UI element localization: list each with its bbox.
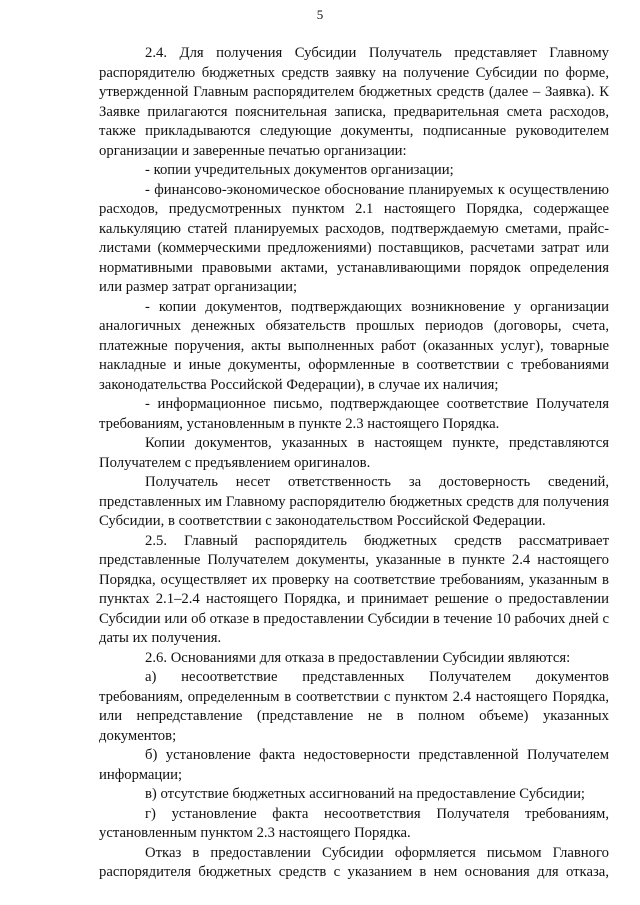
list-item-financial-justification: - финансово-экономическое обоснование планируемых к осуществлению расходов, предусмотренных пунктом 2.1 настоящего Порядка, содержащее калькуляцию статей планируемых расходов, подтверждаемую сметами, прайс-листами (коммерческими предложениями) поставщиков, расчетами затрат или нормативными правовыми актами, устанавливающими порядок определения или размер затрат организации; bbox=[99, 181, 609, 295]
refusal-reason-b: б) установление факта недостоверности представленной Получателем информации; bbox=[99, 747, 609, 783]
paragraph-2-4: 2.4. Для получения Субсидии Получатель представляет Главному распорядителю бюджетных средств заявку на получение Субсидии по форме, утвержденной Главным распорядителем бюджетных средств (далее – Заявка). К Заявке прилагаются пояснительная записка, предварительная смета расходов, также прикладываются следующие документы, подписанные руководителем организации и заверенные печатью организации: bbox=[99, 45, 609, 159]
list-item-prior-obligations: - копии документов, подтверждающих возникновение у организации аналогичных денежных обязательств прошлых периодов (договоры, счета, платежные поручения, акты выполненных работ (оказанных услуг), товарные накладные и иные документы, оформленные в соответствии с требованиями законодательства Российской Федерации), в случае их наличия; bbox=[99, 298, 609, 393]
paragraph-refusal-letter: Отказ в предоставлении Субсидии оформляется письмом Главного распорядителя бюджетных средств с указанием в нем основания для отказа, bbox=[99, 844, 609, 880]
paragraph-2-6: 2.6. Основаниями для отказа в предоставлении Субсидии являются: bbox=[145, 649, 571, 666]
page-number: 5 bbox=[316, 7, 324, 22]
document-body bbox=[99, 44, 609, 883]
paragraph-recipient-responsibility: Получатель несет ответственность за достоверность сведений, представленных им Главному распорядителю бюджетных средств для получения Субсидии, в соответствии с законодательством Российской Федерации. bbox=[99, 474, 609, 529]
paragraph-2-5: 2.5. Главный распорядитель бюджетных средств рассматривает представленные Получателем документы, указанные в пункте 2.4 настоящего Порядка, осуществляет их проверку на соответствие требованиям, указанным в пунктах 2.1–2.4 настоящего Порядка, и принимает решение о предоставлении Субсидии или об отказе в предоставлении Субсидии в течение 10 рабочих дней с даты их получения. bbox=[99, 532, 609, 646]
refusal-reason-v: в) отсутствие бюджетных ассигнований на предоставление Субсидии; bbox=[145, 786, 586, 802]
list-item-information-letter: - информационное письмо, подтверждающее соответствие Получателя требованиям, установленным в пункте 2.3 настоящего Порядка. bbox=[99, 396, 609, 432]
refusal-reason-a: а) несоответствие представленных Получателем документов требованиям, определенным в соответствии с пунктом 2.4 настоящего Порядка, или непредставление (представление не в полном объеме) указанных документов; bbox=[99, 669, 609, 744]
list-item-founding-documents: - копии учредительных документов организации; bbox=[145, 162, 454, 178]
paragraph-copies-originals: Копии документов, указанных в настоящем пункте, представляются Получателем с предъявлением оригиналов. bbox=[99, 435, 609, 471]
refusal-reason-g: г) установление факта несоответствия Получателя требованиям, установленным пунктом 2.3 настоящего Порядка. bbox=[99, 805, 609, 841]
